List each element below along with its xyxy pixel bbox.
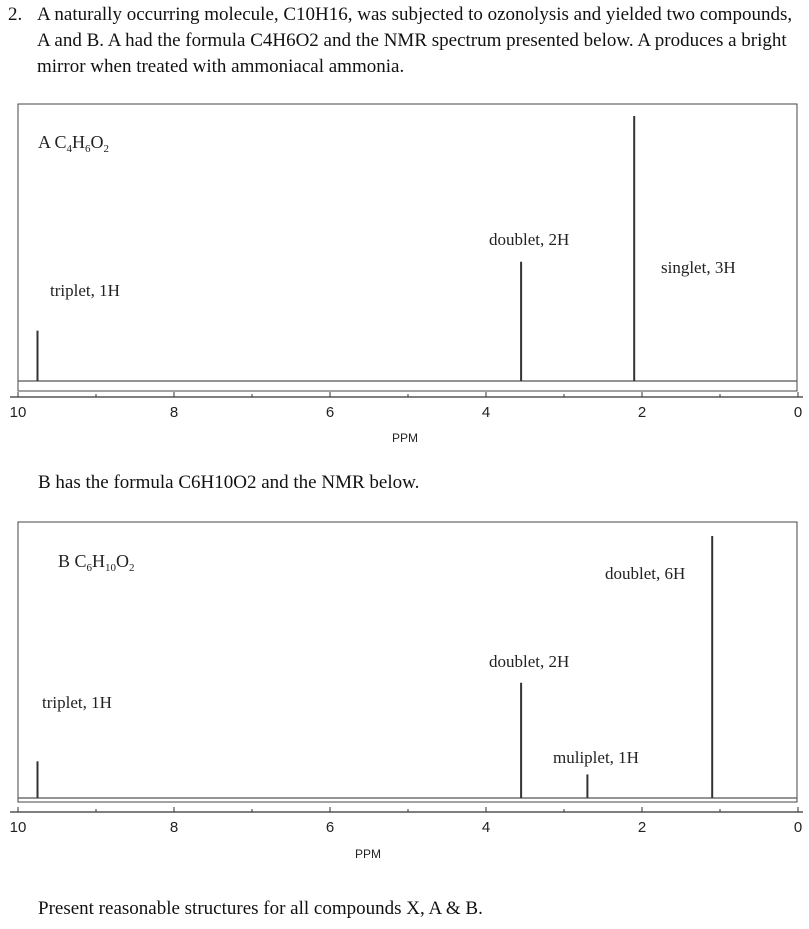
axis-tick-label: 10 (9, 404, 27, 421)
spectrum-b-ticks (10, 807, 803, 836)
axis-tick-label: 0 (793, 819, 803, 836)
axis-tick-label: 2 (637, 819, 647, 836)
axis-tick-label: 8 (169, 404, 179, 421)
peak-label-doublet2-b: doublet, 2H (489, 652, 570, 671)
axis-tick-label: 6 (325, 404, 335, 421)
peak-label-doublet6-b: doublet, 6H (605, 564, 686, 583)
nmr-spectrum-b (0, 490, 809, 910)
axis-tick-label: 4 (481, 404, 491, 421)
question-number: 2. (8, 4, 23, 25)
axis-tick-label: 2 (637, 404, 647, 421)
spectrum-b-title: B $C_6H_{10}O_2$ (58, 551, 135, 574)
peak-label-doublet-a: doublet, 2H (489, 230, 570, 249)
final-text: Present reasonable structures for all compounds X, A & B. (38, 898, 483, 919)
x-axis-label-a: PPM (392, 431, 419, 445)
spectrum-a-title: A $C_4H_6O_2$ (38, 132, 110, 155)
nmr-spectrum-a (0, 0, 809, 455)
middle-text: B has the formula C6H10O2 and the NMR below. (38, 472, 420, 493)
peak-label-multiplet-b: muliplet, 1H (553, 748, 639, 767)
peak-label-triplet-a: triplet, 1H (50, 281, 120, 300)
peak-label-singlet-a: singlet, 3H (661, 258, 736, 277)
axis-tick-label: 8 (169, 819, 179, 836)
question-text: A naturally occurring molecule, C10H16, was subjected to ozonolysis and yielded two compounds, A and B. A had the formula C4H6O2 and the NMR spectrum presented below. A produces a bright mirror when treated with ammoniacal ammonia. (37, 4, 793, 77)
spectrum-a-frame (18, 104, 797, 391)
spectrum-a-ticks (10, 392, 803, 421)
axis-tick-label: 6 (325, 819, 335, 836)
peak-label-triplet-b: triplet, 1H (42, 693, 112, 712)
x-axis-label-b: PPM (355, 847, 382, 861)
axis-tick-label: 10 (9, 819, 27, 836)
axis-tick-label: 0 (793, 404, 803, 421)
axis-tick-label: 4 (481, 819, 491, 836)
